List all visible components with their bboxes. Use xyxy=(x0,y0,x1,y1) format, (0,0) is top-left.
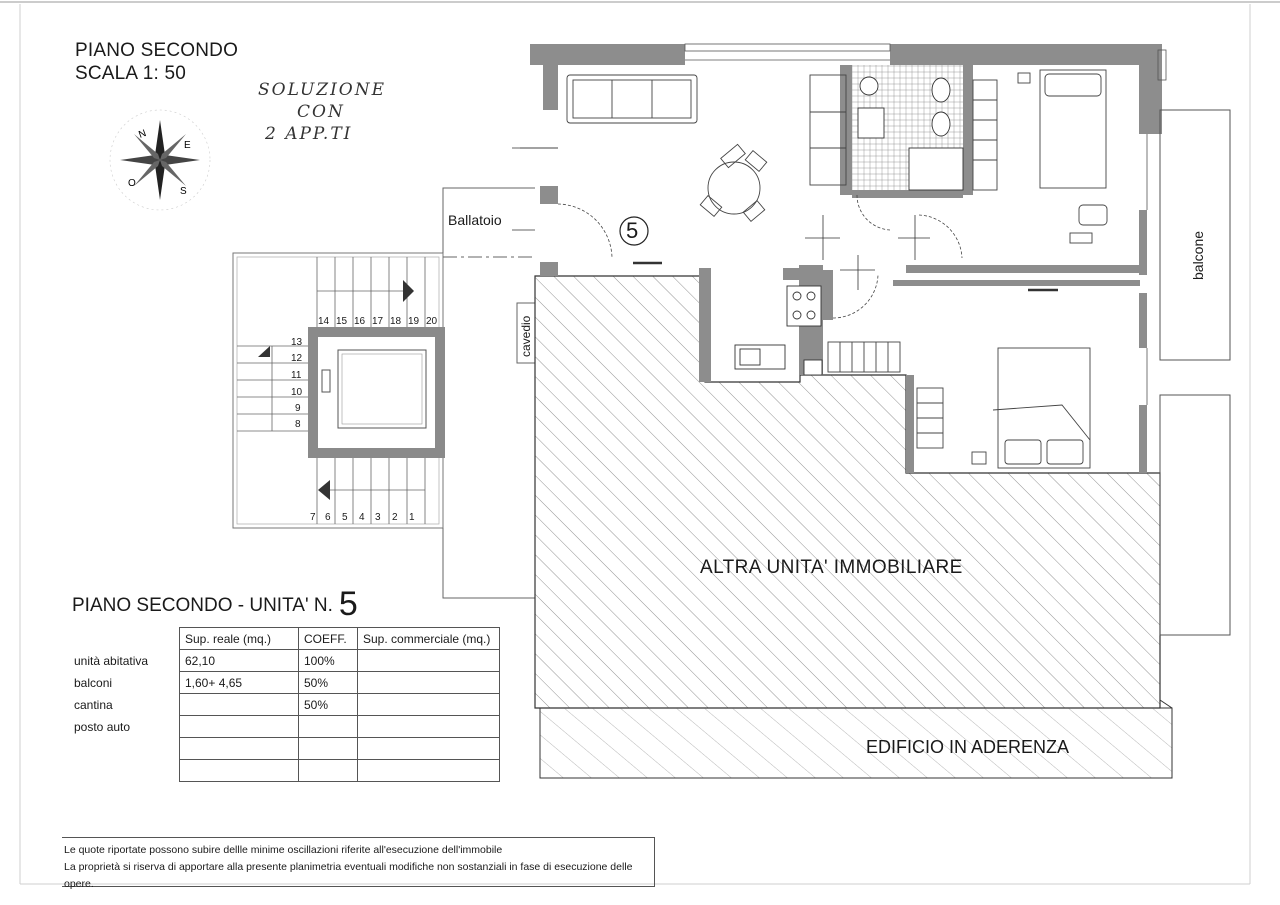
stair-step-label: 14 xyxy=(318,316,330,327)
stair-step-label: 2 xyxy=(392,512,398,523)
balconies xyxy=(1160,110,1230,635)
stair-step-label: 5 xyxy=(342,512,348,523)
table-cell xyxy=(358,738,500,760)
table-row xyxy=(68,760,500,782)
table-cell xyxy=(299,760,358,782)
svg-text:O: O xyxy=(128,178,136,189)
compass-rose-icon xyxy=(110,110,210,210)
other-unit-area xyxy=(535,276,1160,708)
note-line: La proprietà si riserva di apportare alla presente planimetria eventuali modifiche non sostanziali in fase di esecuzione delle opere. xyxy=(64,861,633,890)
svg-text:N: N xyxy=(137,128,148,141)
svg-text:E: E xyxy=(184,140,191,151)
living-furniture xyxy=(520,75,846,221)
table-cell xyxy=(358,672,500,694)
table-cell: 50% xyxy=(299,672,358,694)
stair-step-label: 11 xyxy=(291,370,302,381)
table-row xyxy=(68,738,500,760)
table-cell xyxy=(358,760,500,782)
handwritten-note-line-1: SOLUZIONE xyxy=(258,80,387,100)
balcone-label: balcone xyxy=(1190,230,1206,280)
other-unit-label: ALTRA UNITA' IMMOBILIARE xyxy=(700,557,963,578)
table-cell xyxy=(358,694,500,716)
stair-step-label: 15 xyxy=(336,316,348,327)
table-cell xyxy=(299,716,358,738)
stair-step-label: 17 xyxy=(372,316,384,327)
adjacent-building-area xyxy=(540,708,1172,778)
table-row xyxy=(68,694,500,716)
stair-step-label: 19 xyxy=(408,316,420,327)
stairwell xyxy=(233,253,445,528)
bedroom-1-furniture xyxy=(973,70,1107,243)
table-cell: 100% xyxy=(299,650,358,672)
stair-step-label: 13 xyxy=(291,337,303,348)
table-cell: 50% xyxy=(299,694,358,716)
stair-step-label: 20 xyxy=(426,316,438,327)
adjacent-building-label: EDIFICIO IN ADERENZA xyxy=(866,737,1070,757)
table-row xyxy=(68,716,500,738)
row-label: cantina xyxy=(74,697,113,712)
column-header: COEFF. xyxy=(299,628,358,650)
table-cell: 1,60+ 4,65 xyxy=(180,672,299,694)
column-header: Sup. commerciale (mq.) xyxy=(358,628,500,650)
stair-step-label: 6 xyxy=(325,512,331,523)
stair-step-label: 8 xyxy=(295,419,301,430)
table-cell xyxy=(358,716,500,738)
row-label xyxy=(68,760,180,782)
column-header: Sup. reale (mq.) xyxy=(180,628,299,650)
table-header-row xyxy=(68,628,500,650)
table-row xyxy=(68,650,500,672)
svg-text:S: S xyxy=(180,186,187,197)
stair-step-label: 1 xyxy=(409,512,415,523)
table-cell xyxy=(180,716,299,738)
stair-step-label: 7 xyxy=(310,512,316,523)
stair-step-label: 18 xyxy=(390,316,402,327)
stair-step-label: 12 xyxy=(291,353,303,364)
table-cell xyxy=(358,650,500,672)
row-label: unità abitativa xyxy=(74,653,149,668)
table-cell xyxy=(180,694,299,716)
stair-step-label: 10 xyxy=(291,387,303,398)
table-cell xyxy=(180,738,299,760)
unit-title-text: PIANO SECONDO - UNITA' N. xyxy=(72,595,333,616)
handwritten-note-line-3: 2 APP.TI xyxy=(265,124,353,144)
scale-label: SCALA 1: 50 xyxy=(75,63,186,84)
stair-step-label: 9 xyxy=(295,403,301,414)
floor-title: PIANO SECONDO xyxy=(75,40,239,61)
table-corner-cell xyxy=(68,628,180,650)
table-row xyxy=(68,672,500,694)
stair-step-label: 16 xyxy=(354,316,366,327)
ballatoio-label: Ballatoio xyxy=(448,212,502,228)
handwritten-note-line-2: CON xyxy=(297,102,345,122)
table-cell xyxy=(299,738,358,760)
stair-step-label: 3 xyxy=(375,512,381,523)
areas-table xyxy=(68,627,500,782)
table-cell: 62,10 xyxy=(180,650,299,672)
stair-step-label: 4 xyxy=(359,512,365,523)
unit-section-title xyxy=(72,585,358,624)
disclaimer-notes xyxy=(62,837,655,890)
unit-number-marker: 5 xyxy=(626,218,639,243)
unit-title-number: 5 xyxy=(338,585,358,623)
cavedio-label: cavedio xyxy=(519,315,533,357)
row-label: posto auto xyxy=(74,719,131,734)
row-label xyxy=(68,738,180,760)
table-cell xyxy=(180,760,299,782)
note-line: Le quote riportate possono subire dellle minime oscillazioni riferite all'esecuzione dell'immobile xyxy=(64,844,503,856)
row-label: balconi xyxy=(74,675,113,690)
